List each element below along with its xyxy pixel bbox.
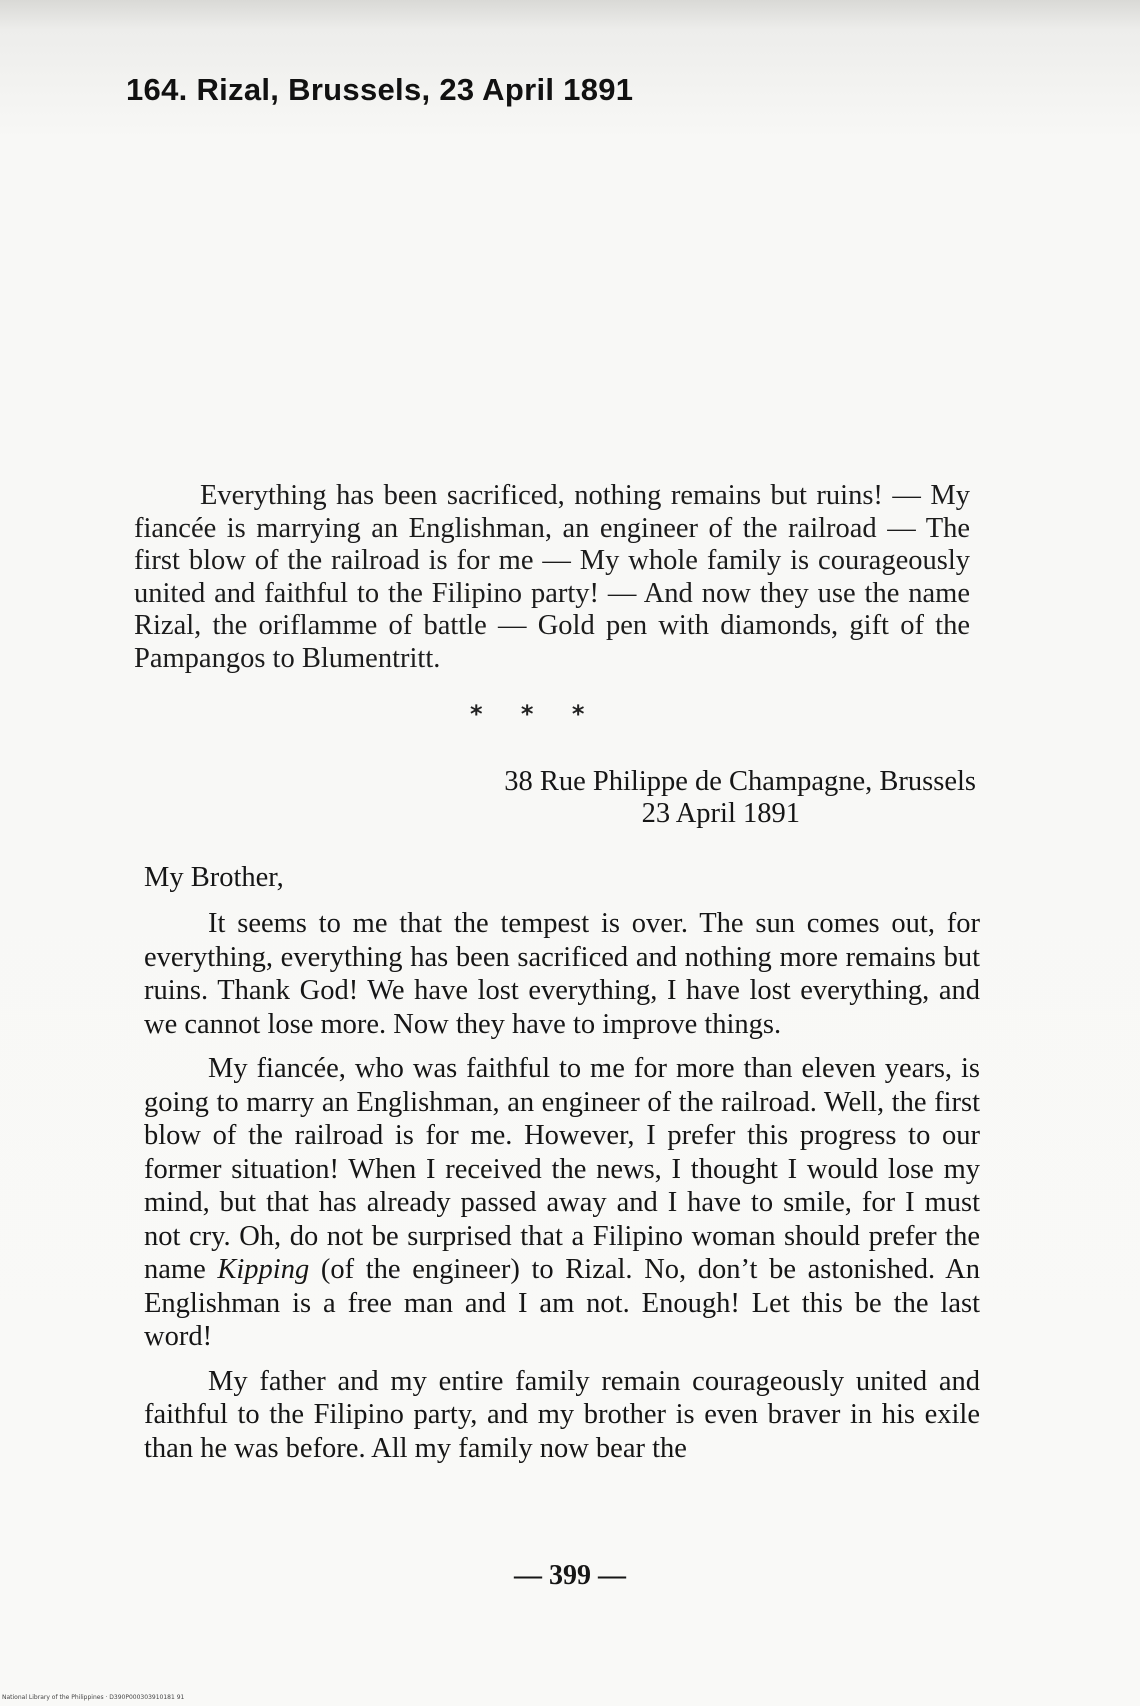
paragraph-2-part-2: (of the engineer) to Rizal. No, don’t be astonished. An Englishman is a free man and I am not. Enough! Let this be the last word! [144,1254,981,1352]
date-line: 23 April 1891 [641,798,800,829]
letter-address-block [300,766,976,830]
paragraph-1: It seems to me that the tempest is over. The sun comes out, for everything, everything has been sacrificed and nothing more remains but ruins. Thank God! We have lost everything, I have lost everything, and we cannot lose more. Now they have to improve things. [144,908,980,1040]
paragraph-2-part-1: My fiancée, who was faithful to me for more than eleven years, is going to marry an Englishman, an engineer of the railroad. Well, the first blow of the railroad is for me. However, I prefer this progress to our former situation! When I received the news, I thought I would lose my mind, but that has already passed away and I have to smile, for I must not cry. Oh, do not be surprised that a Filipino woman should prefer the name [144,1053,980,1285]
letter-heading: 164. Rizal, Brussels, 23 April 1891 [126,72,634,107]
page-number: — 399 — [514,1560,626,1591]
salutation: My Brother, [144,862,284,893]
scan-credit: National Library of the Philippines · D390P000303910181 91 [2,1694,185,1701]
paragraph-2-italic-name: Kipping [217,1254,310,1285]
letter-body [144,907,980,1476]
paragraph-2 [144,1052,980,1354]
address-line: 38 Rue Philippe de Champagne, Brussels [504,766,976,797]
letter-summary: Everything has been sacrificed, nothing remains but ruins! — My fiancée is marrying an Englishman, an engineer of the railroad — The first blow of the railroad is for me — My whole family is courageously united and faithful to the Filipino party! — And now they use the name Rizal, the oriflamme of battle — Gold pen with diamonds, gift of the Pampangos to Blumentritt. [134,480,970,674]
section-separator: * * * [470,700,585,728]
paragraph-3: My father and my entire family remain courageously united and faithful to the Filipino party, and my brother is even braver in his exile than he was before. All my family now bear the [144,1365,980,1464]
